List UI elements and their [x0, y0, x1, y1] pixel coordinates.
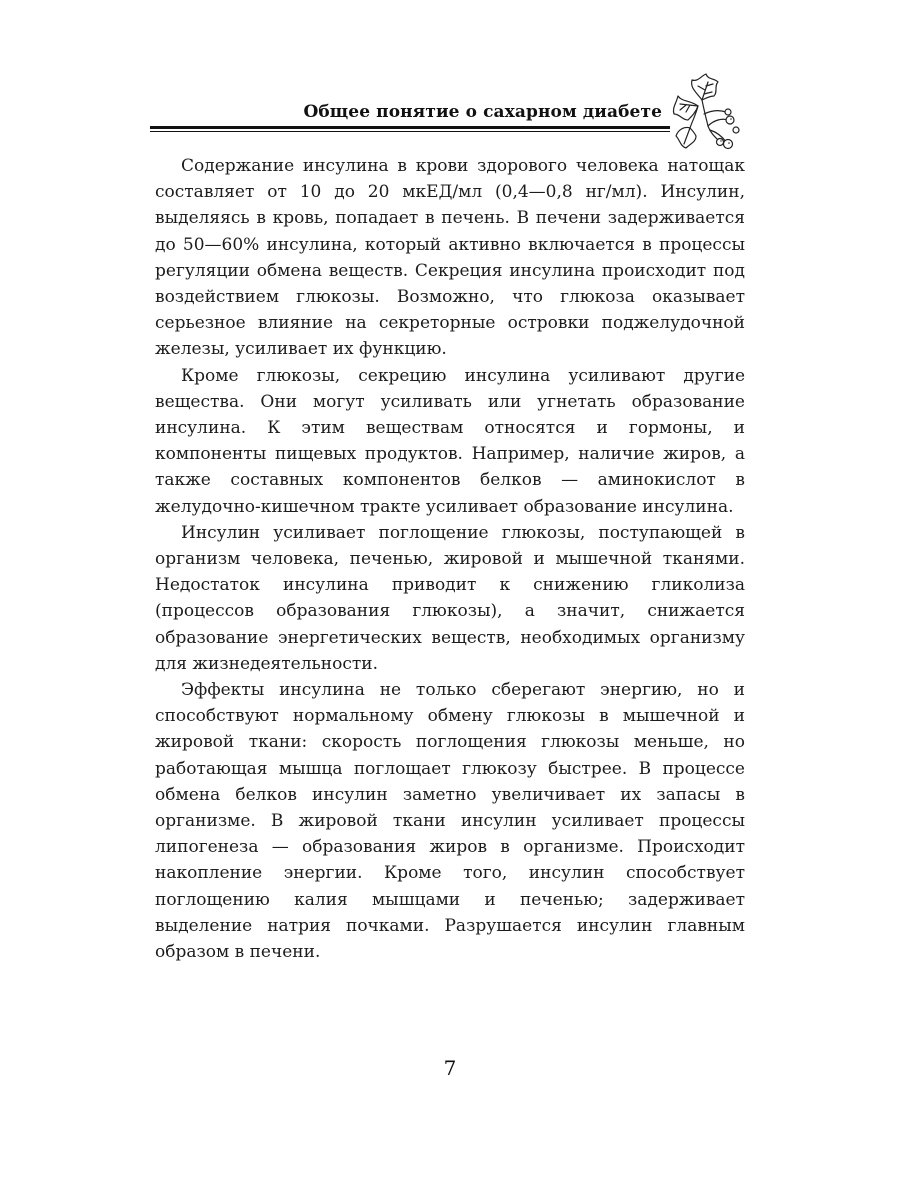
- currant-branch-icon: [668, 70, 748, 156]
- running-header: [150, 98, 670, 132]
- body-text: [155, 153, 745, 965]
- page-number: 7: [443, 1056, 457, 1080]
- paragraph: Эффекты инсулина не только сберегают энергию, но и способствуют нормальному обмену глюкозы в мышечной и жировой ткани: скорость поглощения глюкозы меньше, но работающая мышца поглощает глюкозу быстрее. В процессе обмена белков инсулин заметно увеличивает их запасы в организме. В жировой ткани инсулин усиливает процессы липогенеза — образования жиров в организме. Происходит накопление энергии. Кроме того, инсулин способствует поглощению калия мышцами и печенью; задерживает выделение натрия почками. Разрушается инсулин главным образом в печени.: [155, 680, 745, 963]
- header-rule-thin: [150, 131, 670, 132]
- header-title: Общее понятие о сахарном диабете: [303, 102, 662, 122]
- paragraph: Кроме глюкозы, секрецию инсулина усиливают другие вещества. Они могут усиливать или угнетать образование инсулина. К этим веществам относятся и гормоны, и компоненты пищевых продуктов. Например, наличие жиров, а также составных компонентов белков — аминокислот в желудочно-кишечном тракте усиливает образование инсулина.: [155, 365, 745, 517]
- paragraph: Инсулин усиливает поглощение глюкозы, поступающей в организм человека, печенью, жировой и мышечной тканями. Недостаток инсулина приводит к снижению гликолиза (процессов образования глюкозы), а значит, снижается образование энергетических веществ, необходимых организму для жизнедеятельности.: [155, 522, 745, 674]
- paragraph: Содержание инсулина в крови здорового человека натощак составляет от 10 до 20 мкЕД/мл (0,4—0,8 нг/мл). Инсулин, выделяясь в кровь, попадает в печень. В печени задерживается до 50—60% инсулина, который активно включается в процессы регуляции обмена веществ. Секреция инсулина происходит под воздействием глюкозы. Возможно, что глюкоза оказывает серьезное влияние на секреторные островки поджелудочной железы, усиливает их функцию.: [155, 156, 745, 360]
- header-rule-thick: [150, 126, 670, 129]
